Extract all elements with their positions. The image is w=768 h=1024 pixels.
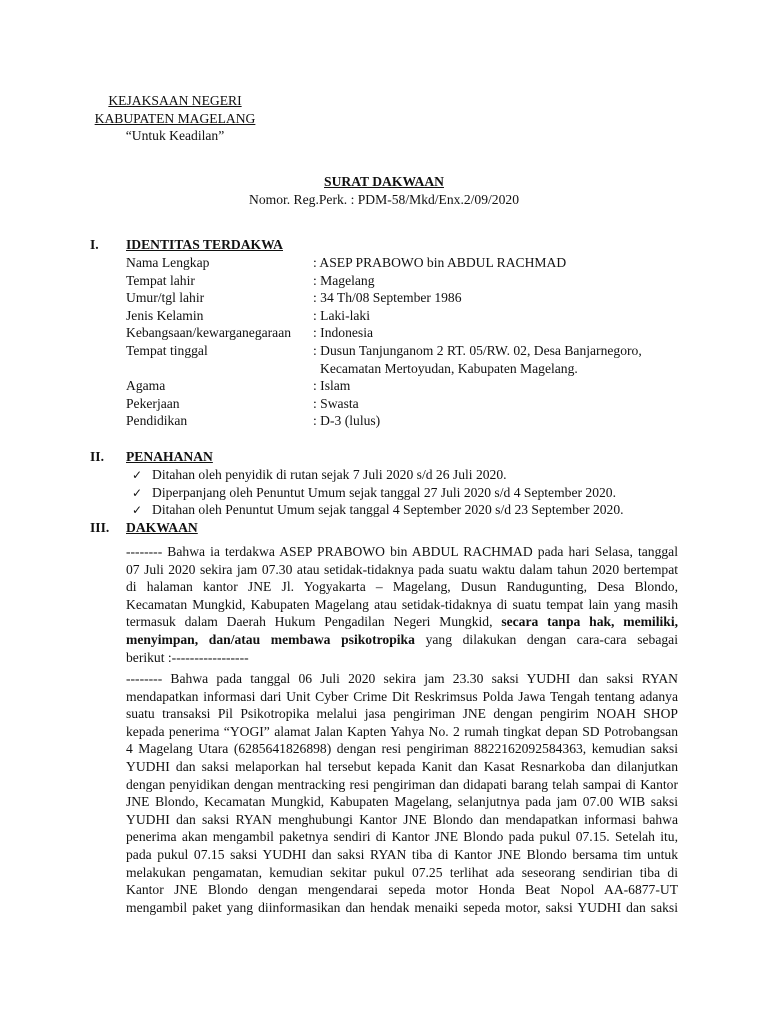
identity-label: Nama Lengkap — [126, 255, 210, 270]
paragraph-line: -------- Bahwa ia terdakwa ASEP PRABOWO bin ABDUL RACHMAD pada hari Selasa, tanggal — [126, 544, 678, 559]
identity-value: : Magelang — [313, 272, 375, 288]
paragraph-line: penerima akan mengambil paketnya sendiri di Kantor JNE Blondo pada pukul 07.15. Setelah itu, — [126, 829, 678, 845]
list-item — [132, 501, 624, 519]
paragraph-line: YUDHI dan saksi RYAN menghubungi Kantor JNE Blondo dan mendapatkan informasi bahwa — [126, 811, 678, 827]
identity-label: Pendidikan — [126, 413, 188, 429]
identity-value-line1: : Dusun Tanjunganom 2 RT. 05/RW. 02, Desa Banjarnegoro, — [313, 342, 642, 358]
identity-label: Pekerjaan — [126, 395, 180, 411]
list-item — [132, 466, 624, 484]
section2-title: PENAHANAN — [126, 449, 213, 464]
section3-number: III. — [90, 520, 110, 535]
paragraph-line: Kecamatan Mungkid, Kabupaten Magelang atau setidak-tidaknya di suatu tempat lain yang masih — [126, 596, 678, 612]
paragraph-line: melakukan pengamatan, kemudian sekitar pukul 07.25 terlihat ada seseorang sendirian tiba di — [126, 864, 678, 880]
paragraph-line: 07 Juli 2020 sekira jam 07.30 atau setidak-tidaknya pada suatu waktu dalam tahun 2020 bertempat — [126, 561, 678, 577]
identity-value: : 34 Th/08 September 1986 — [313, 290, 462, 306]
paragraph-line: dengan penyidikan dengan mentracking resi pengiriman dan didapati barang telah sampai di Kantor — [126, 776, 678, 792]
identity-value: : Swasta — [313, 395, 359, 411]
charge-emphasis: menyimpan, dan/atau membawa psikotropika — [126, 631, 415, 647]
paragraph-line: berikut :----------------- — [126, 649, 249, 665]
section3-title: DAKWAAN — [126, 520, 198, 535]
paragraph-line: 4 Magelang Utara (6285641826898) dengan resi pengiriman 8822162092584363, kemudian saksi — [126, 741, 678, 757]
identity-value: : Indonesia — [313, 325, 374, 341]
identity-label: Umur/tgl lahir — [126, 290, 205, 306]
paragraph-text: yang dilakukan dengan cara-cara sebagai — [425, 631, 678, 647]
checkmark-icon: ✓ — [132, 468, 143, 482]
list-item-text: Diperpanjang oleh Penuntut Umum sejak tanggal 27 Juli 2020 s/d 4 September 2020. — [152, 484, 617, 500]
institution-header — [90, 92, 260, 145]
identity-value: : D-3 (lulus) — [313, 413, 381, 429]
document-title: SURAT DAKWAAN — [324, 174, 444, 189]
institution-name-line2: KABUPATEN MAGELANG — [94, 110, 256, 126]
institution-name-line1: KEJAKSAAN NEGERI — [108, 93, 242, 108]
paragraph-line: YUDHI dan saksi melaporkan hal tersebut kepada Kanit dan Kasat Resnarkoba dan dilanjutkan — [126, 758, 678, 774]
identity-value-multiline — [313, 342, 642, 377]
paragraph-line — [126, 631, 678, 649]
paragraph-text: termasuk dalam Daerah Hukum Pengadilan Negeri Mungkid, — [126, 614, 493, 630]
charge-emphasis: secara tanpa hak, memiliki, — [501, 614, 679, 630]
paragraph-line: mengambil paket yang diinformasikan dan hendak menaiki sepeda motor, saksi YUDHI dan saksi — [126, 899, 678, 915]
list-item — [132, 484, 624, 502]
list-item-text: Ditahan oleh penyidik di rutan sejak 7 Juli 2020 s/d 26 Juli 2020. — [152, 467, 507, 482]
identity-label: Kebangsaan/kewarganegaraan — [126, 325, 292, 341]
paragraph-line: pada pukul 07.15 saksi YUDHI dan saksi RYAN tiba di Kantor JNE Blondo bersama tim untuk — [126, 846, 678, 862]
identity-value: : ASEP PRABOWO bin ABDUL RACHMAD — [313, 255, 567, 270]
section1-title: IDENTITAS TERDAKWA — [126, 237, 283, 252]
paragraph-line: mendapatkan informasi dari Unit Cyber Crime Dit Reskrimsus Polda Jawa Tengah tentang adanya — [126, 688, 678, 704]
paragraph-line: kepada penerima “YOGI” alamat Jalan Kapten Yahya No. 2 rumah tingkat depan SD Potrobangsan — [126, 723, 678, 739]
checkmark-icon: ✓ — [132, 485, 143, 500]
section2-number: II. — [90, 449, 104, 464]
section1-number: I. — [90, 237, 99, 252]
paragraph-line — [126, 613, 678, 631]
paragraph-line: Kantor JNE Blondo dengan mengendarai sepeda motor Honda Beat Nopol AA-6877-UT — [126, 882, 678, 898]
checkmark-icon: ✓ — [132, 503, 143, 518]
document-number: Nomor. Reg.Perk. : PDM-58/Mkd/Enx.2/09/2020 — [249, 192, 519, 207]
paragraph-line: di halaman kantor JNE Jl. Yogyakarta – Magelang, Dusun Randugunting, Desa Blondo, — [126, 579, 678, 595]
identity-value: : Laki-laki — [313, 307, 370, 323]
paragraph-line: JNE Blondo, Kecamatan Mungkid, Kabupaten Magelang, selanjutnya pada jam 07.00 WIB saksi — [126, 794, 678, 810]
indictment-paragraph-2 — [126, 670, 678, 916]
document-title-block — [0, 173, 768, 209]
institution-motto: “Untuk Keadilan” — [125, 128, 225, 144]
indictment-paragraph-1 — [126, 543, 678, 666]
identity-label: Tempat tinggal — [126, 342, 208, 358]
paragraph-line: -------- Bahwa pada tanggal 06 Juli 2020 sekira jam 23.30 saksi YUDHI dan saksi RYAN — [126, 671, 678, 686]
identity-label: Jenis Kelamin — [126, 307, 204, 323]
identity-label: Agama — [126, 378, 166, 394]
list-item-text: Ditahan oleh Penuntut Umum sejak tanggal 4 September 2020 s/d 23 September 2020. — [152, 502, 624, 518]
identity-value: : Islam — [313, 378, 351, 394]
detention-list — [132, 466, 624, 519]
identity-value-line2: Kecamatan Mertoyudan, Kabupaten Magelang. — [320, 360, 578, 376]
identity-label: Tempat lahir — [126, 272, 195, 288]
paragraph-line: suatu transaksi Pil Psikotropika melalui jasa pengiriman JNE dengan pengirim NOAH SHOP — [126, 706, 678, 722]
